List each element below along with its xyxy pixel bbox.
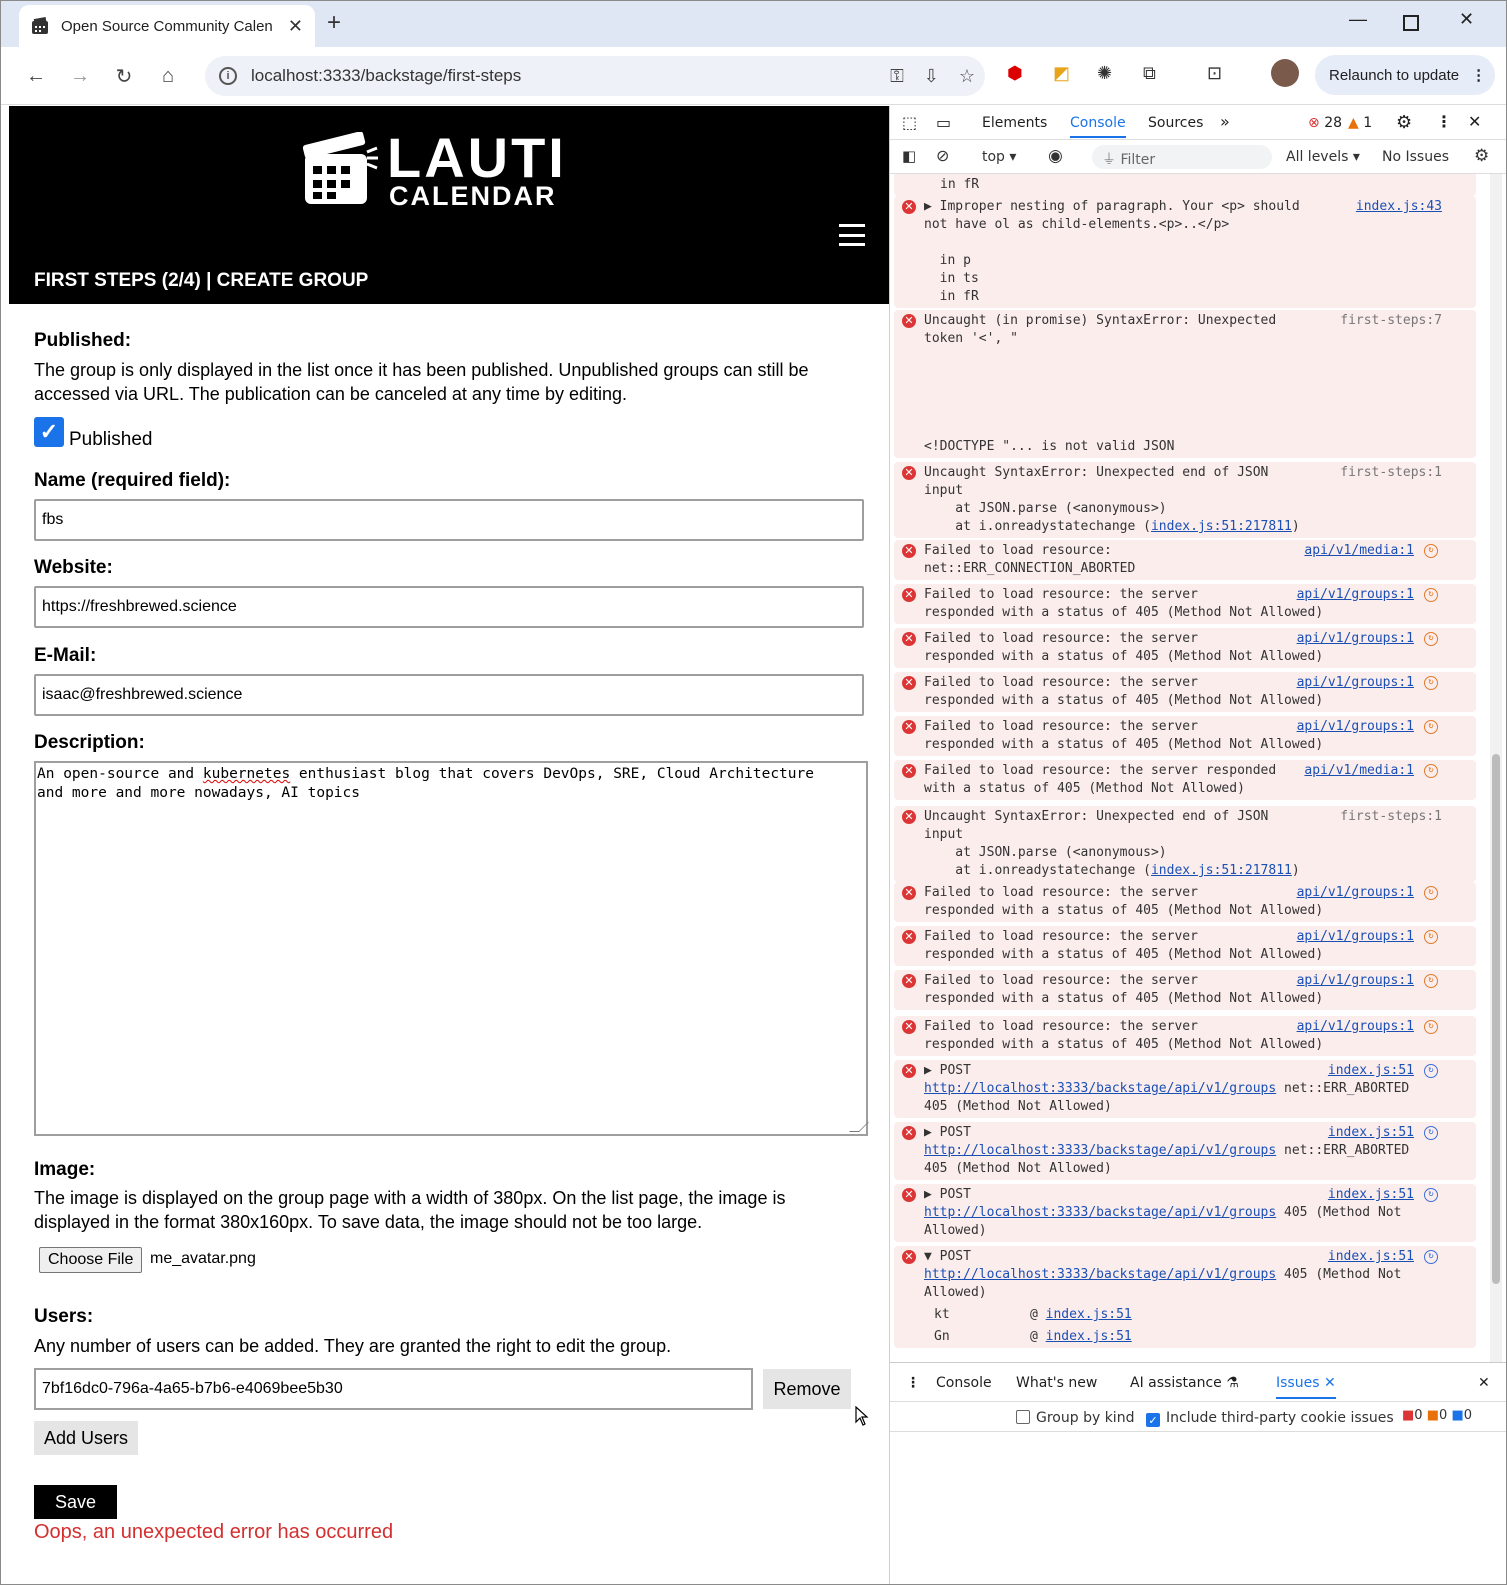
website-input[interactable]: https://freshbrewed.science — [34, 586, 864, 628]
sidebar-toggle-icon[interactable]: ◧ — [902, 147, 917, 165]
key-icon[interactable]: ⚿ — [890, 65, 904, 86]
published-checkbox-label[interactable]: Published — [69, 429, 153, 450]
close-drawer-icon[interactable]: ✕ — [1478, 1375, 1490, 1391]
console-message-text: in fR — [940, 177, 980, 192]
console-message-text: Failed to load resource: the server responded with a status of 405 (Method Not Allowed) — [924, 973, 1324, 1006]
error-x-icon: ✕ — [902, 1188, 916, 1202]
stack-frame-link[interactable]: index.js:51 — [1045, 1307, 1132, 1322]
devtools-drawer-tabs — [890, 1362, 1507, 1402]
users-help: Any number of users can be added. They are granted the right to edit the group. — [34, 1336, 672, 1356]
error-x-icon: ✕ — [902, 764, 916, 778]
error-x-icon: ✕ — [902, 314, 916, 328]
search-tabs-icon[interactable]: ⊡ — [1207, 63, 1223, 83]
extension-color-icon[interactable]: ◩ — [1053, 63, 1071, 83]
request-url-link[interactable]: http://localhost:3333/backstage/api/v1/groups — [924, 1205, 1277, 1220]
request-url-link[interactable]: http://localhost:3333/backstage/api/v1/groups — [924, 1267, 1277, 1282]
stack-link[interactable]: index.js:51:217811 — [1150, 519, 1292, 534]
browser-tab[interactable] — [19, 5, 315, 47]
network-request-icon[interactable]: ↻ — [1424, 974, 1438, 988]
message-source-link[interactable]: api/v1/groups:1 — [1296, 973, 1414, 988]
calendar-favicon-icon — [31, 17, 49, 35]
resize-handle[interactable] — [849, 1122, 869, 1132]
message-source-link[interactable]: api/v1/media:1 — [1304, 543, 1414, 558]
network-request-icon[interactable]: ↻ — [1424, 1020, 1438, 1034]
tab-elements[interactable]: Elements — [982, 115, 1048, 131]
published-checkbox[interactable]: ✓ — [34, 417, 64, 447]
reload-icon[interactable]: ↻ — [115, 65, 133, 88]
message-source-link[interactable]: index.js:43 — [1355, 199, 1442, 214]
network-request-icon[interactable]: ↻ — [1424, 1188, 1438, 1202]
site-info-icon[interactable]: i — [219, 67, 237, 85]
issues-indicator[interactable]: No Issues — [1382, 149, 1449, 165]
devtools-menu-icon[interactable]: ⋮ — [1436, 112, 1452, 131]
network-request-icon[interactable]: ↻ — [1424, 544, 1438, 558]
calendar-logo-icon — [303, 132, 379, 206]
remove-user-button[interactable]: Remove — [763, 1369, 851, 1409]
drawer-tab-console[interactable]: Console — [936, 1375, 992, 1391]
error-x-icon: ✕ — [902, 1064, 916, 1078]
filter-icon: ⏚ — [1102, 152, 1116, 168]
console-message-text: ▼ POST http://localhost:3333/backstage/api/v1/groups 405 (Method Not Allowed) kt @ index.js:51 Gn @ index.js:51 — [924, 1248, 1476, 1346]
drawer-tab-ai-assistance[interactable]: AI assistance ⚗ — [1130, 1375, 1239, 1391]
group-by-kind-checkbox[interactable]: Group by kind — [1016, 1410, 1134, 1426]
settings-gear-icon[interactable]: ⚙ — [1396, 112, 1413, 133]
network-request-icon[interactable]: ↻ — [1424, 1064, 1438, 1078]
close-tab-icon[interactable]: ✕ — [287, 15, 303, 36]
error-x-icon: ✕ — [902, 810, 916, 824]
extension-gear-icon[interactable]: ✺ — [1097, 63, 1113, 83]
user-id-input[interactable]: 7bf16dc0-796a-4a65-b7b6-e4069bee5b30 — [34, 1368, 753, 1410]
console-error-message[interactable] — [894, 540, 1476, 580]
name-label: Name (required field): — [34, 470, 231, 491]
console-error-message[interactable] — [894, 174, 1476, 196]
message-source-link[interactable]: api/v1/groups:1 — [1296, 587, 1414, 602]
choose-file-button[interactable]: Choose File — [39, 1247, 142, 1273]
new-tab-icon[interactable]: + — [327, 9, 342, 36]
console-error-message[interactable] — [894, 1184, 1476, 1242]
console-message-text: ▶ POST http://localhost:3333/backstage/api/v1/groups 405 (Method Not Allowed) — [924, 1187, 1402, 1238]
request-url-link[interactable]: http://localhost:3333/backstage/api/v1/groups — [924, 1143, 1277, 1158]
minimize-icon[interactable]: — — [1349, 9, 1367, 29]
message-source-link[interactable]: index.js:51 — [1327, 1063, 1414, 1078]
selected-file-name: me_avatar.png — [150, 1250, 256, 1267]
error-x-icon: ✕ — [902, 200, 916, 214]
context-select[interactable]: top ▾ — [982, 149, 1017, 165]
console-message-text: ▶ Improper nesting of paragraph. Your <p> should not have ol as child-elements.<p>..</p> in p in ts in fR — [924, 199, 1300, 304]
image-label: Image: — [34, 1159, 96, 1180]
address-bar[interactable] — [205, 56, 985, 96]
description-textarea[interactable]: An open-source and kubernetes enthusiast blog that covers DevOps, SRE, Cloud Architecture and more and more nowadays, AI topics — [34, 761, 868, 1136]
warning-icon: ▲ — [1348, 115, 1359, 131]
message-source-link[interactable]: api/v1/groups:1 — [1296, 929, 1414, 944]
stack-frame: kt @ index.js:51 — [934, 1307, 1132, 1322]
console-error-message[interactable] — [894, 926, 1476, 966]
console-message-text: Uncaught SyntaxError: Unexpected end of JSON input at JSON.parse (<anonymous>) at i.onreadystatechange (index.js:51:217811) — [924, 809, 1300, 878]
console-filter-bar — [890, 140, 1507, 174]
tab-sources[interactable]: Sources — [1148, 115, 1204, 131]
lauti-logo[interactable] — [303, 126, 583, 211]
logo-title: LAUTI — [387, 126, 567, 189]
console-error-message[interactable] — [894, 1122, 1476, 1180]
network-request-icon[interactable]: ↻ — [1424, 764, 1438, 778]
scrollbar-thumb[interactable] — [1492, 754, 1500, 1284]
flask-icon: ⚗ — [1226, 1375, 1239, 1391]
message-source-link[interactable]: first-steps:1 — [1340, 465, 1442, 480]
console-message-text: Failed to load resource: the server responded with a status of 405 (Method Not Allowed) — [924, 587, 1324, 620]
browser-toolbar — [1, 47, 1507, 105]
network-request-icon[interactable]: ↻ — [1424, 588, 1438, 602]
stack-frame-link[interactable]: index.js:51 — [1045, 1329, 1132, 1344]
more-tabs-icon[interactable]: » — [1220, 112, 1230, 131]
drawer-menu-icon[interactable]: ⋮ — [906, 1375, 920, 1391]
console-message-text: Failed to load resource: the server responded with a status of 405 (Method Not Allowed) — [924, 763, 1277, 796]
logo-subtitle: CALENDAR — [389, 181, 557, 211]
email-input[interactable]: isaac@freshbrewed.science — [34, 674, 864, 716]
home-icon[interactable]: ⌂ — [161, 64, 175, 87]
message-source-link[interactable]: api/v1/groups:1 — [1296, 719, 1414, 734]
console-error-message[interactable] — [894, 462, 1476, 538]
console-scrollbar[interactable] — [1490, 174, 1502, 1362]
message-source-link[interactable]: api/v1/groups:1 — [1296, 885, 1414, 900]
drawer-tab-issues[interactable]: Issues ✕ — [1276, 1375, 1336, 1399]
error-message: Oops, an unexpected error has occurred — [34, 1521, 394, 1543]
error-icon: ⊗ — [1308, 115, 1320, 131]
tab-title: Open Source Community Calen — [61, 17, 273, 35]
console-message-text: Failed to load resource: the server responded with a status of 405 (Method Not Allowed) — [924, 929, 1324, 962]
console-filter-input[interactable]: ⏚ Filter — [1092, 145, 1272, 169]
console-message-text: Failed to load resource: the server responded with a status of 405 (Method Not Allowed) — [924, 631, 1324, 664]
relaunch-button[interactable] — [1315, 55, 1495, 95]
maximize-icon[interactable] — [1403, 15, 1419, 31]
published-label: Published: — [34, 330, 132, 351]
extension-shield-icon[interactable]: ⬢ — [1007, 63, 1023, 83]
console-message-text: Failed to load resource: the server responded with a status of 405 (Method Not Allowed) — [924, 1019, 1324, 1052]
console-message-text: Uncaught (in promise) SyntaxError: Unexpected token '<', " <!DOCTYPE "... is not valid JSON — [924, 313, 1277, 454]
live-expression-eye-icon[interactable]: ◉ — [1048, 146, 1063, 166]
stack-frame: Gn @ index.js:51 — [934, 1329, 1132, 1344]
console-settings-gear-icon[interactable]: ⚙ — [1474, 146, 1490, 166]
console-message-text: Failed to load resource: net::ERR_CONNECTION_ABORTED — [924, 543, 1136, 576]
network-request-icon[interactable]: ↻ — [1424, 1250, 1438, 1264]
message-source-link[interactable]: api/v1/groups:1 — [1296, 1019, 1414, 1034]
error-x-icon: ✕ — [902, 1020, 916, 1034]
console-error-message[interactable] — [894, 196, 1476, 308]
url-text: localhost:3333/backstage/first-steps — [251, 66, 522, 85]
issue-counts: ■0 ■0 ■0 — [1402, 1408, 1473, 1423]
devtools-panel — [889, 106, 1507, 1585]
error-x-icon: ✕ — [902, 720, 916, 734]
console-error-message[interactable] — [894, 760, 1476, 800]
message-source-link[interactable]: api/v1/groups:1 — [1296, 631, 1414, 646]
message-source-link[interactable]: first-steps:7 — [1340, 313, 1442, 328]
stack-link[interactable]: index.js:51:217811 — [1150, 863, 1292, 878]
console-message-text: Failed to load resource: the server responded with a status of 405 (Method Not Allowed) — [924, 675, 1324, 708]
console-messages — [894, 174, 1490, 1362]
page-title: FIRST STEPS (2/4) | CREATE GROUP — [34, 270, 369, 291]
email-label: E-Mail: — [34, 645, 97, 666]
error-x-icon: ✕ — [902, 588, 916, 602]
hamburger-menu-icon[interactable] — [839, 224, 865, 246]
install-icon[interactable]: ⇩ — [923, 65, 939, 86]
profile-avatar[interactable] — [1271, 59, 1299, 87]
web-page — [9, 106, 889, 1585]
console-message-text: ▶ POST http://localhost:3333/backstage/api/v1/groups net::ERR_ABORTED 405 (Method Not Allowed) — [924, 1063, 1410, 1114]
error-x-icon: ✕ — [902, 676, 916, 690]
name-input[interactable]: fbs — [34, 499, 864, 541]
description-label: Description: — [34, 732, 145, 753]
site-header — [9, 106, 889, 304]
console-error-message[interactable] — [894, 310, 1476, 458]
close-window-icon[interactable]: ✕ — [1459, 9, 1475, 29]
error-x-icon: ✕ — [902, 930, 916, 944]
add-users-button[interactable]: Add Users — [34, 1421, 138, 1455]
error-x-icon: ✕ — [902, 544, 916, 558]
network-request-icon[interactable]: ↻ — [1424, 676, 1438, 690]
warning-count-badge[interactable]: ▲ 1 — [1348, 115, 1373, 131]
console-message-text: Uncaught SyntaxError: Unexpected end of JSON input at JSON.parse (<anonymous>) at i.onreadystatechange (index.js:51:217811) — [924, 465, 1300, 534]
devtools-tabbar — [890, 106, 1507, 140]
console-error-message[interactable] — [894, 1016, 1476, 1056]
inspect-element-icon[interactable]: ⬚ — [902, 113, 918, 132]
error-x-icon: ✕ — [902, 632, 916, 646]
console-error-message[interactable] — [894, 584, 1476, 624]
error-x-icon: ✕ — [902, 974, 916, 988]
console-message-text: Failed to load resource: the server responded with a status of 405 (Method Not Allowed) — [924, 885, 1324, 918]
console-error-message[interactable] — [894, 716, 1476, 756]
menu-dots-icon[interactable]: ⋮ — [1471, 67, 1487, 84]
device-toolbar-icon[interactable]: ▭ — [936, 113, 952, 132]
close-issues-tab-icon: ✕ — [1323, 1375, 1336, 1391]
network-request-icon[interactable]: ↻ — [1424, 930, 1438, 944]
console-message-text: Failed to load resource: the server responded with a status of 405 (Method Not Allowed) — [924, 719, 1324, 752]
tab-console[interactable]: Console — [1070, 115, 1126, 138]
console-message-text: ▶ POST http://localhost:3333/backstage/api/v1/groups net::ERR_ABORTED 405 (Method Not Allowed) — [924, 1125, 1410, 1176]
tab-strip — [1, 1, 1507, 47]
clear-console-icon[interactable]: ⊘ — [936, 146, 950, 165]
message-source-link[interactable]: index.js:51 — [1327, 1249, 1414, 1264]
error-count-badge[interactable]: ⊗ 28 — [1308, 115, 1343, 131]
console-error-message[interactable] — [894, 1060, 1476, 1118]
console-error-message[interactable] — [894, 882, 1476, 922]
save-button[interactable]: Save — [34, 1485, 117, 1519]
relaunch-label: Relaunch to update — [1329, 66, 1460, 84]
console-error-message[interactable] — [894, 806, 1476, 882]
mouse-cursor-icon — [855, 1406, 869, 1431]
third-party-checkbox[interactable]: ✓ Include third-party cookie issues — [1146, 1410, 1394, 1427]
spellcheck-word: kubernetes — [202, 766, 291, 782]
error-x-icon: ✕ — [902, 466, 916, 480]
console-error-message[interactable] — [894, 1246, 1476, 1348]
issues-toolbar — [890, 1402, 1507, 1432]
console-error-message[interactable] — [894, 628, 1476, 668]
star-icon[interactable]: ☆ — [958, 65, 975, 86]
message-source-link[interactable]: api/v1/groups:1 — [1296, 675, 1414, 690]
network-request-icon[interactable]: ↻ — [1424, 886, 1438, 900]
message-source-link[interactable]: first-steps:1 — [1340, 809, 1442, 824]
log-levels-select[interactable]: All levels ▾ — [1286, 149, 1360, 165]
close-devtools-icon[interactable]: ✕ — [1468, 112, 1482, 131]
image-help: The image is displayed on the group page with a width of 380px. On the list page, the image is displayed in the format 380x160px. To save data, the image should not be too large. — [34, 1188, 786, 1232]
drawer-tab-whats-new[interactable]: What's new — [1016, 1375, 1098, 1391]
error-x-icon: ✕ — [902, 1250, 916, 1264]
console-error-message[interactable] — [894, 970, 1476, 1010]
network-request-icon[interactable]: ↻ — [1424, 720, 1438, 734]
network-request-icon[interactable]: ↻ — [1424, 632, 1438, 646]
published-help: The group is only displayed in the list once it has been published. Unpublished groups can still be accessed via URL. The publication can be canceled at any time by editing. — [34, 360, 809, 404]
error-x-icon: ✕ — [902, 886, 916, 900]
forward-icon[interactable]: → — [70, 64, 90, 87]
message-source-link[interactable]: index.js:51 — [1327, 1125, 1414, 1140]
message-source-link[interactable]: api/v1/media:1 — [1304, 763, 1414, 778]
network-request-icon[interactable]: ↻ — [1424, 1126, 1438, 1140]
error-x-icon: ✕ — [902, 1126, 916, 1140]
message-source-link[interactable]: index.js:51 — [1327, 1187, 1414, 1202]
console-error-message[interactable] — [894, 672, 1476, 712]
request-url-link[interactable]: http://localhost:3333/backstage/api/v1/groups — [924, 1081, 1277, 1096]
website-label: Website: — [34, 557, 113, 578]
extensions-puzzle-icon[interactable]: ⧉ — [1143, 63, 1156, 83]
users-label: Users: — [34, 1306, 94, 1327]
back-icon[interactable]: ← — [26, 64, 46, 87]
